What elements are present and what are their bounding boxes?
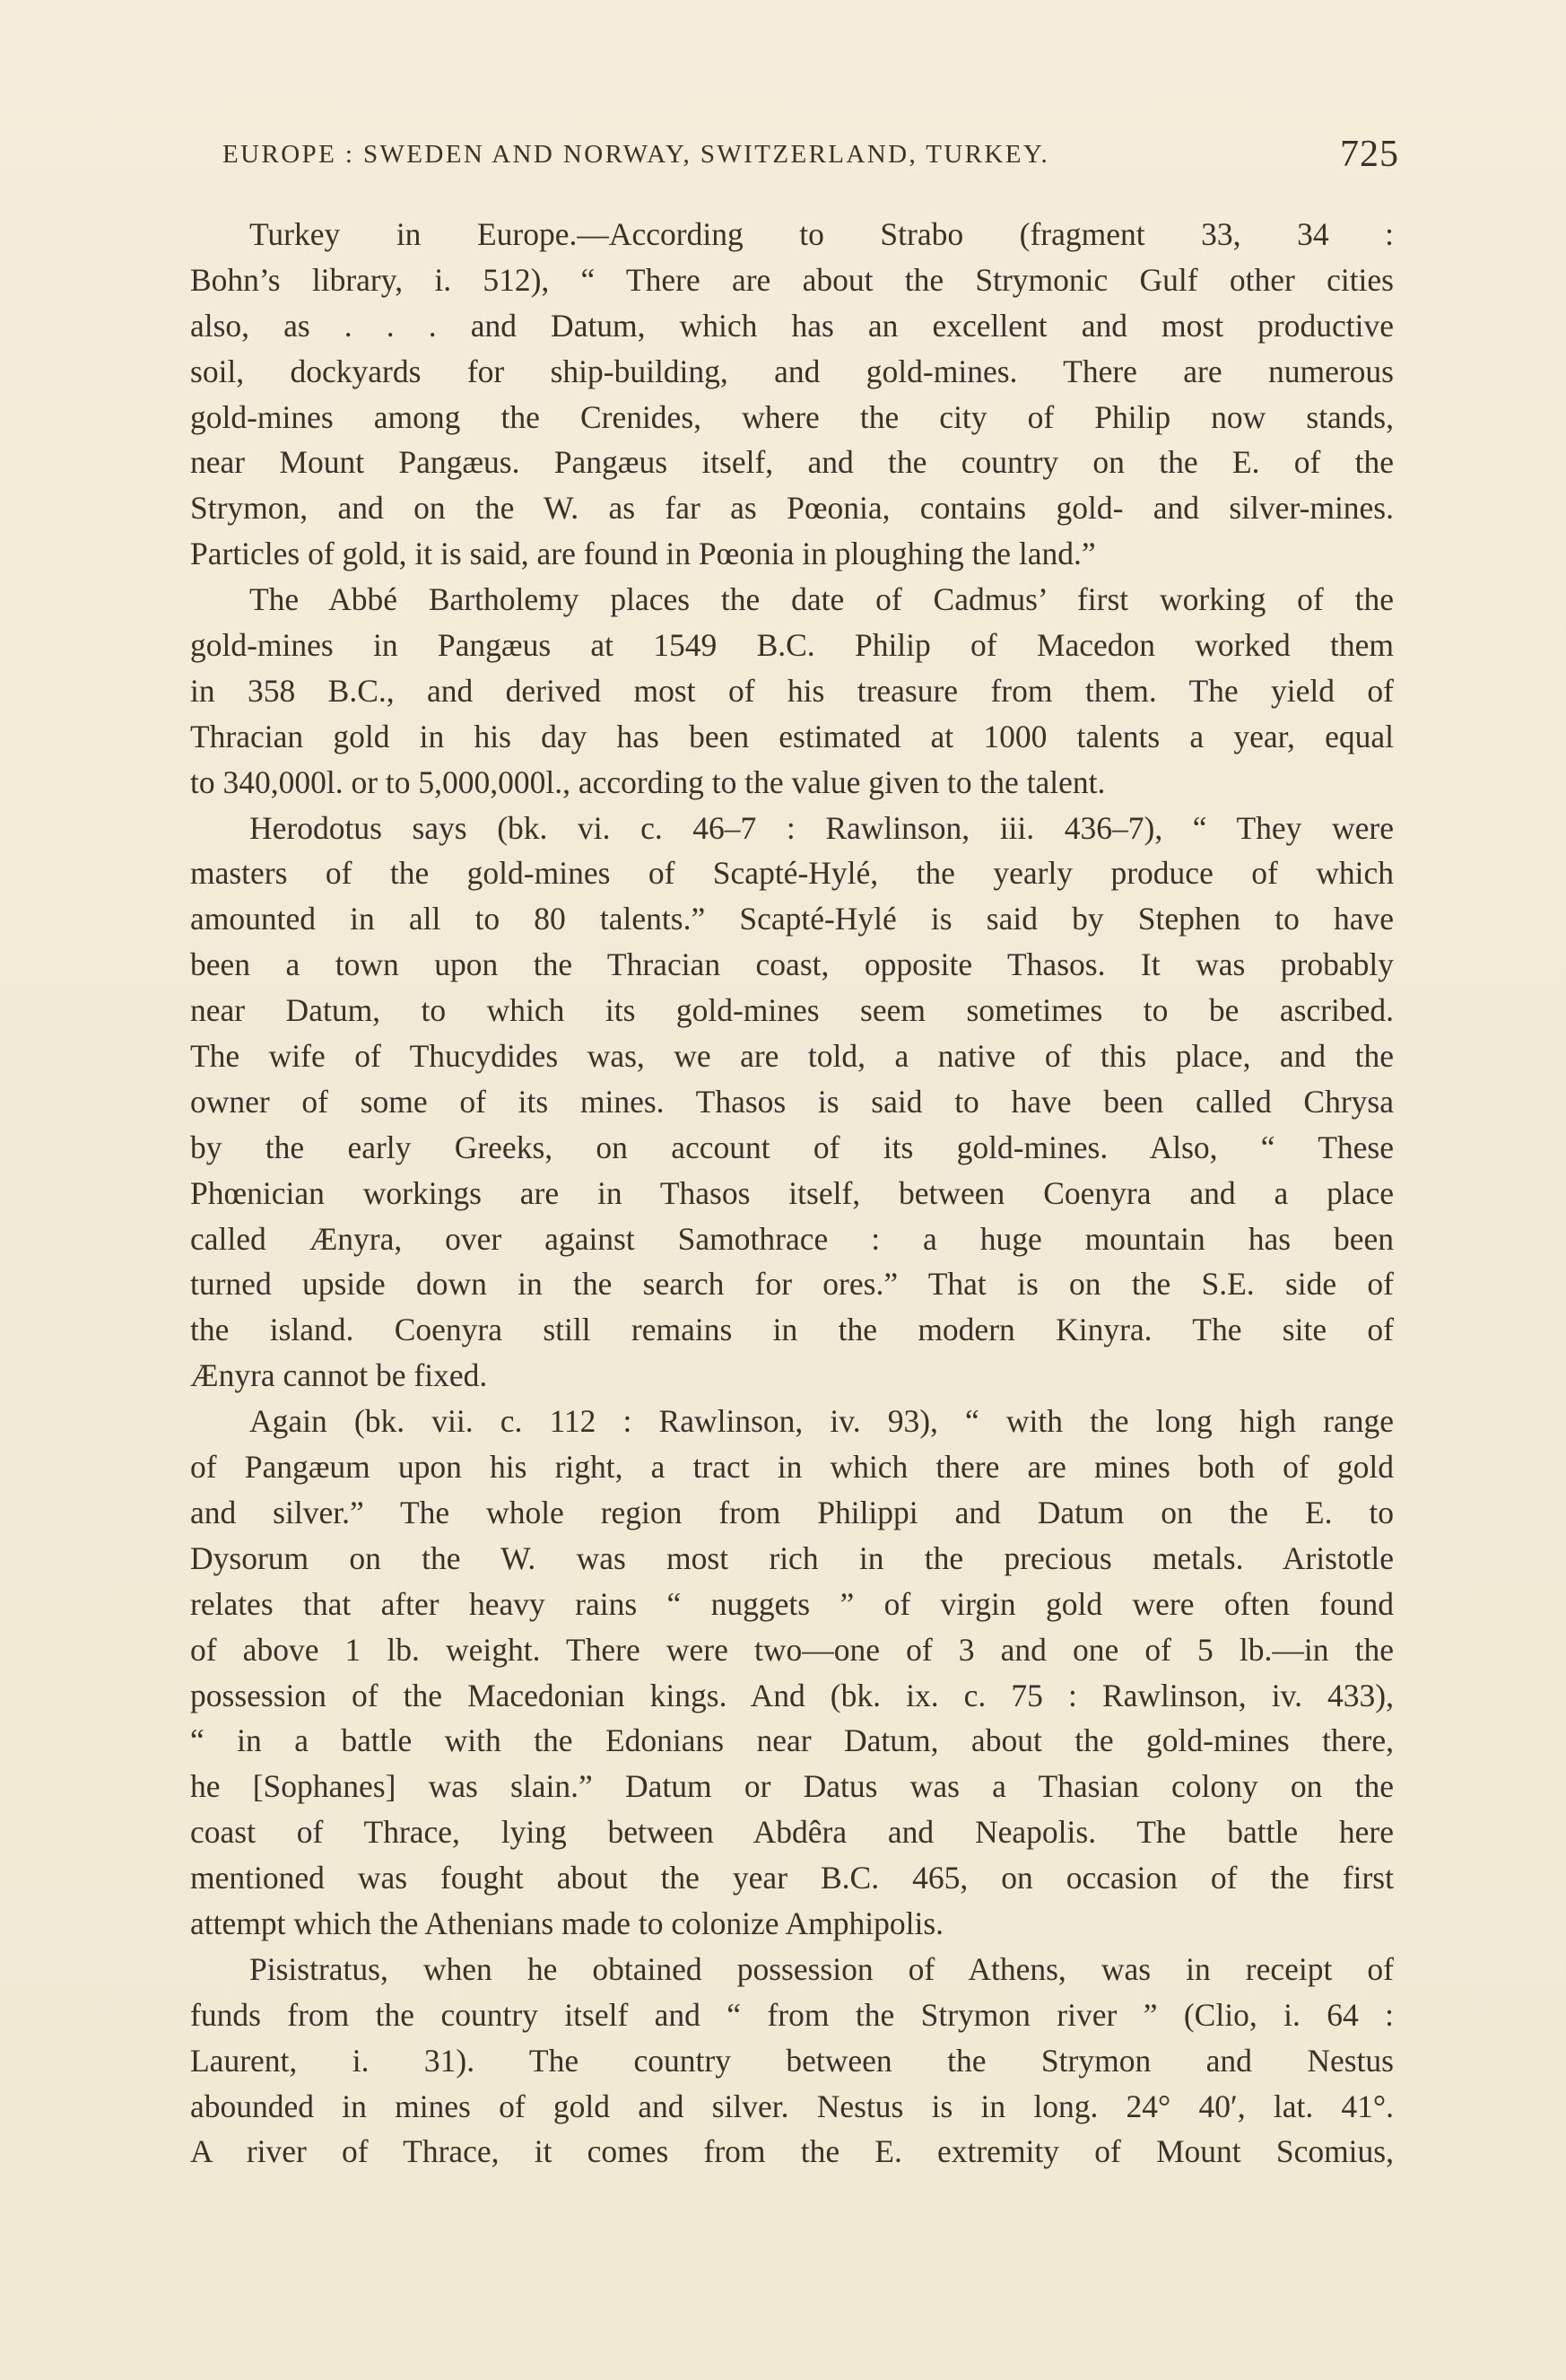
text-line: to 340,000l. or to 5,000,000l., according to the value given to the talent. [190,763,1106,800]
text-line: gold-mines in Pangæus at 1549 B.C. Philip of Macedon worked them [190,627,1394,664]
text-line: gold-mines among the Crenides, where the city of Philip now stands, [190,398,1394,435]
text-line: and silver.” The whole region from Philippi and Datum on the E. to [190,1494,1394,1530]
text-line: funds from the country itself and “ from the Strymon river ” (Clio, i. 64 : [190,1996,1394,2033]
text-line: owner of some of its mines. Thasos is said to have been called Chrysa [190,1083,1394,1120]
text-line: in 358 B.C., and derived most of his treasure from them. The yield of [190,672,1394,709]
text-line: Laurent, i. 31). The country between the Strymon and Nestus [190,2042,1394,2079]
text-line: possession of the Macedonian kings. And (bk. ix. c. 75 : Rawlinson, iv. 433), [190,1677,1394,1713]
text-line: been a town upon the Thracian coast, opposite Thasos. It was probably [190,946,1394,983]
text-line: Bohn’s library, i. 512), “ There are about the Strymonic Gulf other cities [190,261,1394,298]
text-line: masters of the gold-mines of Scapté-Hylé, the yearly produce of which [190,855,1394,892]
text-line: of above 1 lb. weight. There were two—one of 3 and one of 5 lb.—in the [190,1631,1394,1668]
text-line: amounted in all to 80 talents.” Scapté-Hylé is said by Stephen to have [190,901,1394,937]
text-line: A river of Thrace, it comes from the E. extremity of Mount Scomius, [190,2133,1394,2170]
page-header [222,133,1399,187]
text-line: mentioned was fought about the year B.C. 465, on occasion of the first [190,1860,1394,1896]
text-line: by the early Greeks, on account of its gold-mines. Also, “ These [190,1129,1394,1165]
text-line: soil, dockyards for ship-building, and gold-mines. There are numerous [190,353,1394,389]
text-line: The Abbé Bartholemy places the date of Cadmus’ first working of the [249,581,1394,618]
text-line: he [Sophanes] was slain.” Datum or Datus was a Thasian colony on the [190,1768,1394,1805]
text-line: called Ænyra, over against Samothrace : a huge mountain has been [190,1220,1394,1257]
running-head: EUROPE : SWEDEN AND NORWAY, SWITZERLAND, TURKEY. [222,140,1050,169]
text-line: attempt which the Athenians made to colonize Amphipolis. [190,1905,944,1941]
text-line: of Pangæum upon his right, a tract in which there are mines both of gold [190,1449,1394,1486]
text-line: Strymon, and on the W. as far as Pœonia, contains gold- and silver-mines. [190,490,1394,527]
text-line: the island. Coenyra still remains in the modern Kinyra. The site of [190,1312,1394,1348]
text-line: Particles of gold, it is said, are found in Pœonia in ploughing the land.” [190,536,1096,572]
text-line: Thracian gold in his day has been estimated at 1000 talents a year, equal [190,718,1394,754]
text-line: coast of Thrace, lying between Abdêra and Neapolis. The battle here [190,1814,1394,1851]
text-line: turned upside down in the search for ores.” That is on the S.E. side of [190,1266,1394,1303]
text-line: Dysorum on the W. was most rich in the precious metals. Aristotle [190,1539,1394,1576]
text-line: Ænyra cannot be fixed. [190,1357,488,1394]
text-line: Pisistratus, when he obtained possession of Athens, was in receipt of [249,1950,1394,1987]
text-line: The wife of Thucydides was, we are told, a native of this place, and the [190,1038,1394,1075]
text-line: near Datum, to which its gold-mines seem sometimes to be ascribed. [190,992,1394,1029]
page-number: 725 [1340,134,1399,175]
body-text [190,212,1394,2175]
text-line: Again (bk. vii. c. 112 : Rawlinson, iv. 93), “ with the long high range [249,1403,1394,1440]
text-line: “ in a battle with the Edonians near Datum, about the gold-mines there, [190,1722,1394,1759]
text-line: Phœnician workings are in Thasos itself, between Coenyra and a place [190,1174,1394,1211]
text-line: relates that after heavy rains “ nuggets ” of virgin gold were often found [190,1585,1394,1622]
text-line: Herodotus says (bk. vi. c. 46–7 : Rawlinson, iii. 436–7), “ They were [249,809,1394,846]
text-line: also, as . . . and Datum, which has an excellent and most productive [190,307,1394,344]
text-line: abounded in mines of gold and silver. Nestus is in long. 24° 40′, lat. 41°. [190,2088,1394,2124]
text-line: Turkey in Europe.—According to Strabo (fragment 33, 34 : [249,216,1394,252]
text-line: near Mount Pangæus. Pangæus itself, and the country on the E. of the [190,444,1394,481]
